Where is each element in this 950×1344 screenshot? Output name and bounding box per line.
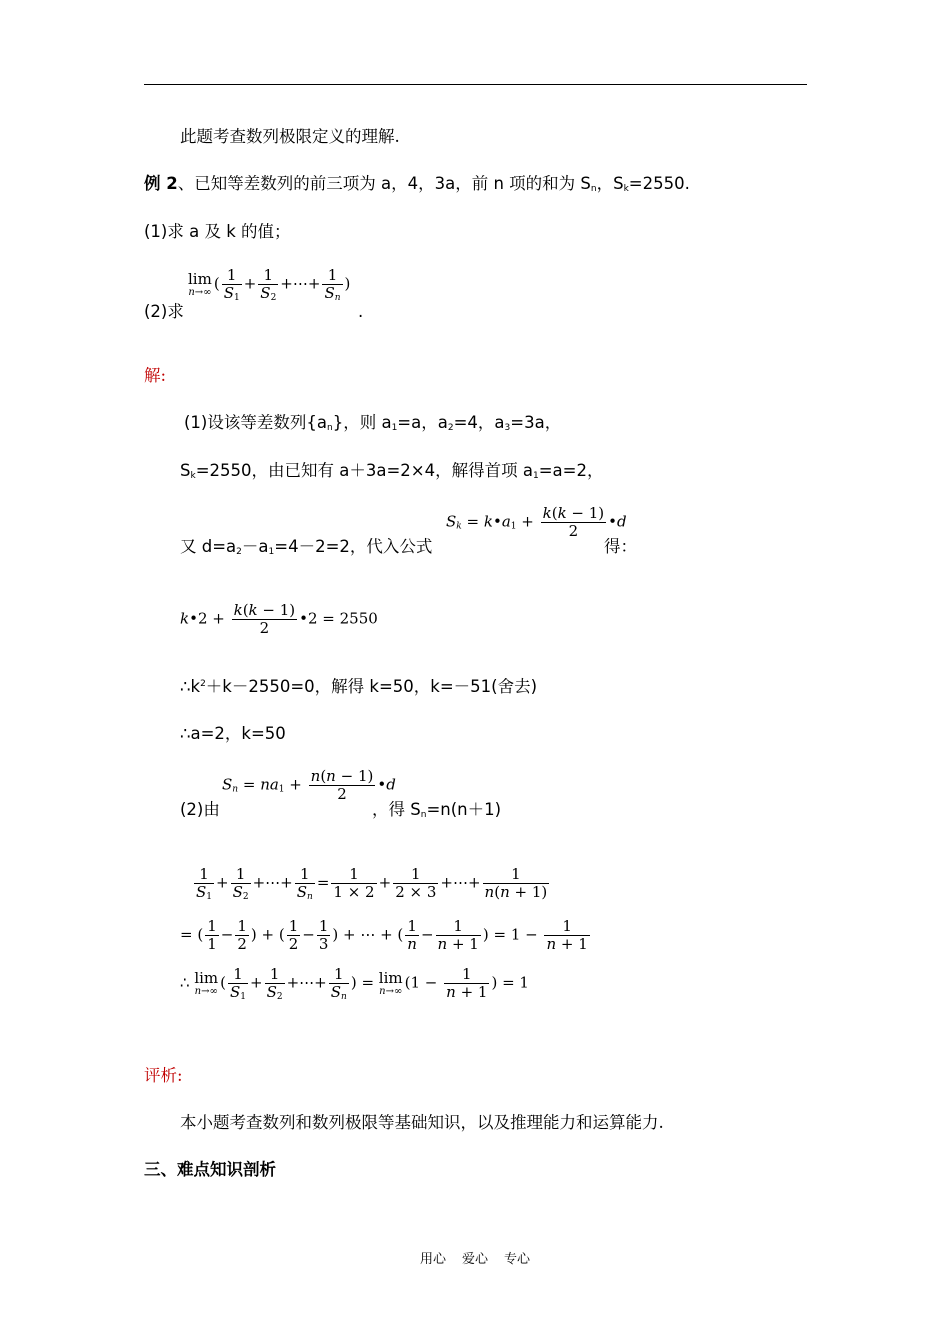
footer-word-2: 爱心 [461,1252,488,1267]
question-1: (1)求 a 及 k 的值； [144,222,291,241]
review-text: 本小题考查数列和数列极限等基础知识，以及推理能力和运算能力. [180,1113,664,1132]
limit-sum-formula: lim n→∞ ( $\frac{1}{S_1}$ + $\frac{1}{S_2}$ +⋯+ $\frac{1}{S_n}$ ) [188,266,351,303]
footer-word-3: 专心 [504,1252,531,1267]
solution-line-3: 又 $d=a_2-a_1=4-2=2$，代入公式 [180,537,433,557]
question-2-suffix: . [358,302,364,321]
sum-formula-sn: $S_n = na_1$ + $\frac{n(n - 1)}{2}$ •d [222,767,396,803]
derivation-line-3: ∴ lim n→∞ ( $\frac{1}{S_1}$ + $\frac{1}{S_2}$ +⋯+ $\frac{1}{S_n}$ ) = lim n→∞ (1 − $\frac{1}{n + 1}$ ) = 1 [180,965,529,1002]
question-2-prefix: (2)求 [144,302,184,321]
derivation-line-2: = ( $\frac{1}{1}$ − $\frac{1}{2}$ ) + ( $\frac{1}{2}$ − $\frac{1}{3}$ ) + ⋯ + ( $\frac{1}{n}$ − $\frac{1}{n + 1}$ ) = 1 − $\frac{1}{n + 1}$ [180,917,588,953]
section-heading: 三、难点知识剖析 [144,1160,276,1179]
footer-word-1: 用心 [419,1252,446,1267]
solution-line-6-prefix: (2)由 [180,800,220,819]
intro-text: 此题考查数列极限定义的理解. [180,127,400,146]
solution-line-1: (1)设该等差数列$\{a_n\}$，则 $a_1=a$，$a_2=4$，$a_3=3a$， [184,413,562,433]
review-label: 评析: [144,1066,183,1085]
sum-formula-sk: $S_k$ = $k•a_1$ + $\frac{k(k - 1)}{2}$ •d [446,504,627,540]
page-footer [0,1248,950,1267]
solution-line-4: $\therefore k^2+k-2550=0$，解得 k=50，k=－51(舍去) [180,677,538,696]
solution-line-3-suffix: 得： [604,537,637,556]
equation-k: k•2 + $\frac{k(k - 1)}{2}$ •2 = 2550 [180,601,378,637]
solution-line-5: ∴a=2，k=50 [180,724,286,743]
solution-label: 解: [144,366,167,385]
solution-line-2: $S_k=2550$，由已知有 a＋3a=2×4，解得首项 $a_1=a=2$， [180,461,604,481]
derivation-line-1: $\frac{1}{S_1}$ + $\frac{1}{S_2}$ +⋯+ $\frac{1}{S_n}$ = $\frac{1}{1 \times 2}$ + $\frac{1}{2 \times 3}$ +⋯+ $\frac{1}{n(n + 1)}$ [196,865,548,902]
header-rule [144,84,807,85]
example-2-statement: 例 2、已知等差数列的前三项为 a，4，3a，前 n 项的和为 $S_n$，$S_k=2550$. [144,174,690,194]
solution-line-6: ，得 $S_n=n(n+1)$ [372,800,502,820]
